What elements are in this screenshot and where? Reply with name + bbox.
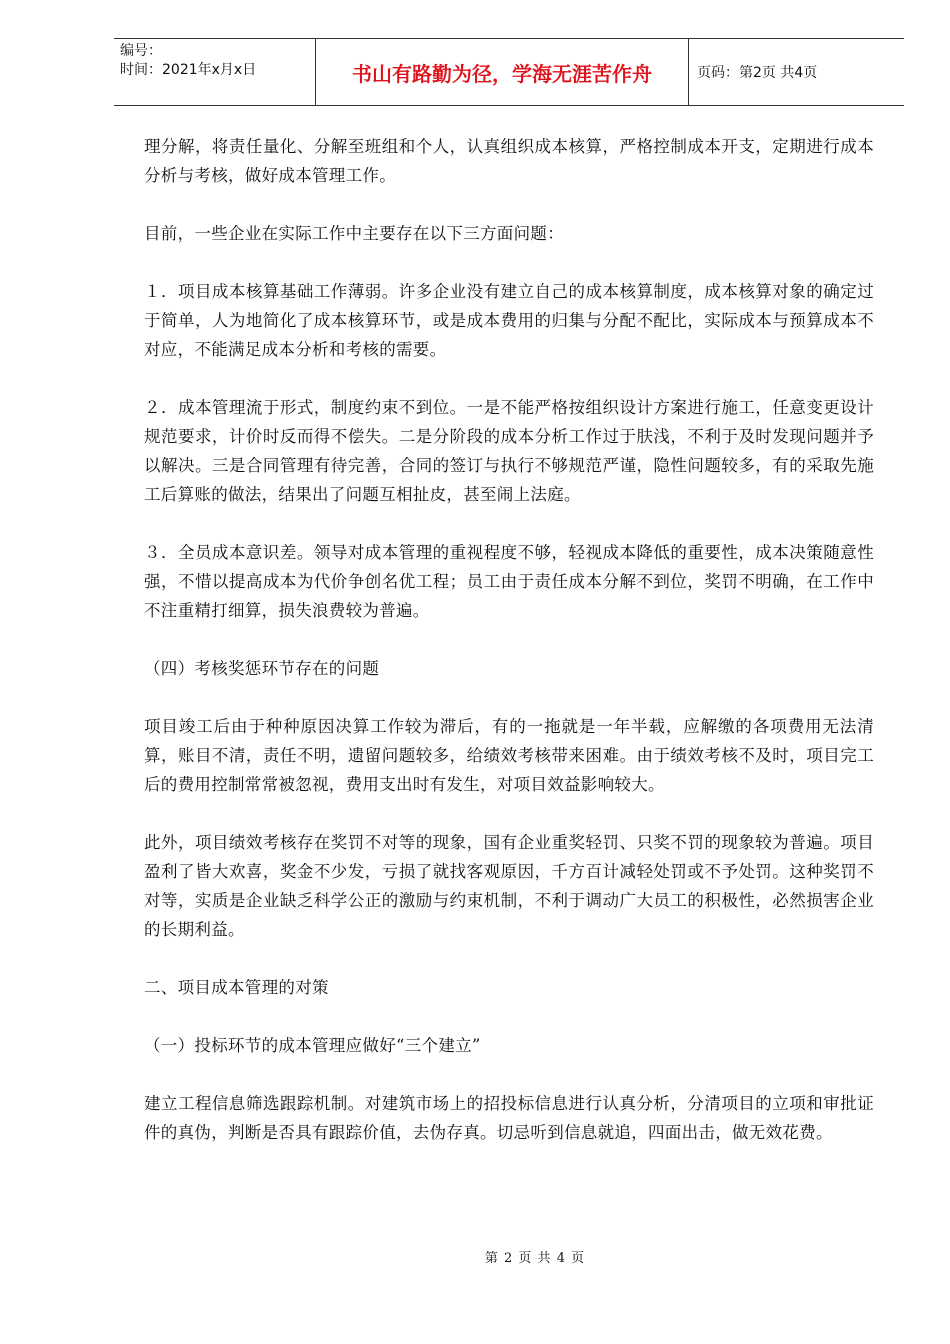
paragraph: 目前，一些企业在实际工作中主要存在以下三方面问题： [144, 224, 564, 243]
paragraph: ３．全员成本意识差。领导对成本管理的重视程度不够，轻视成本降低的重要性，成本决策随意性强，不惜以提高成本为代价争创名优工程；员工由于责任成本分解不到位，奖罚不明确，在工作中不注重精打细算，损失浪费较为普遍。 [144, 543, 874, 620]
document-body [144, 132, 874, 1176]
paragraph: 项目竣工后由于种种原因决算工作较为滞后，有的一拖就是一年半载，应解缴的各项费用无法清算，账目不清，责任不明，遗留问题较多，给绩效考核带来困难。由于绩效考核不及时，项目完工后的费用控制常常被忽视，费用支出时有发生，对项目效益影响较大。 [144, 717, 874, 794]
paragraph: １．项目成本核算基础工作薄弱。许多企业没有建立自己的成本核算制度，成本核算对象的确定过于简单，人为地简化了成本核算环节，或是成本费用的归集与分配不配比，实际成本与预算成本不对应，不能满足成本分析和考核的需要。 [144, 282, 874, 359]
header-motto: 书山有路勤为径，学海无涯苦作舟 [315, 39, 689, 105]
header-page-info: 页码：第2页 共4页 [697, 65, 818, 81]
paragraph: ２．成本管理流于形式，制度约束不到位。一是不能严格按组织设计方案进行施工，任意变更设计规范要求，计价时反而得不偿失。二是分阶段的成本分析工作过于肤浅，不利于及时发现问题并予以解决。三是合同管理有待完善，合同的签订与执行不够规范严谨，隐性问题较多，有的采取先施工后算账的做法，结果出了问题互相扯皮，甚至闹上法庭。 [144, 398, 874, 504]
page-footer: 第 2 页 共 4 页 [484, 1251, 586, 1266]
paragraph: 此外，项目绩效考核存在奖罚不对等的现象，国有企业重奖轻罚、只奖不罚的现象较为普遍。项目盈利了皆大欢喜，奖金不少发，亏损了就找客观原因，千方百计减轻处罚或不予处罚。这种奖罚不对等，实质是企业缺乏科学公正的激励与约束机制，不利于调动广大员工的积极性，必然损害企业的长期利益。 [144, 833, 874, 939]
paragraph: 建立工程信息筛选跟踪机制。对建筑市场上的招投标信息进行认真分析，分清项目的立项和审批证件的真伪，判断是否具有跟踪价值，去伪存真。切忌听到信息就追，四面出击，做无效花费。 [144, 1094, 874, 1142]
page-header [114, 38, 904, 106]
time-label: 时间：2021年x月x日 [120, 62, 257, 78]
section-heading: （四）考核奖惩环节存在的问题 [144, 659, 380, 678]
serial-label: 编号： [120, 43, 162, 59]
section-heading: 二、项目成本管理的对策 [144, 978, 329, 997]
header-meta [114, 39, 315, 105]
section-heading: （一）投标环节的成本管理应做好“三个建立” [144, 1036, 481, 1055]
paragraph: 理分解，将责任量化、分解至班组和个人，认真组织成本核算，严格控制成本开支，定期进行成本分析与考核，做好成本管理工作。 [144, 137, 874, 185]
